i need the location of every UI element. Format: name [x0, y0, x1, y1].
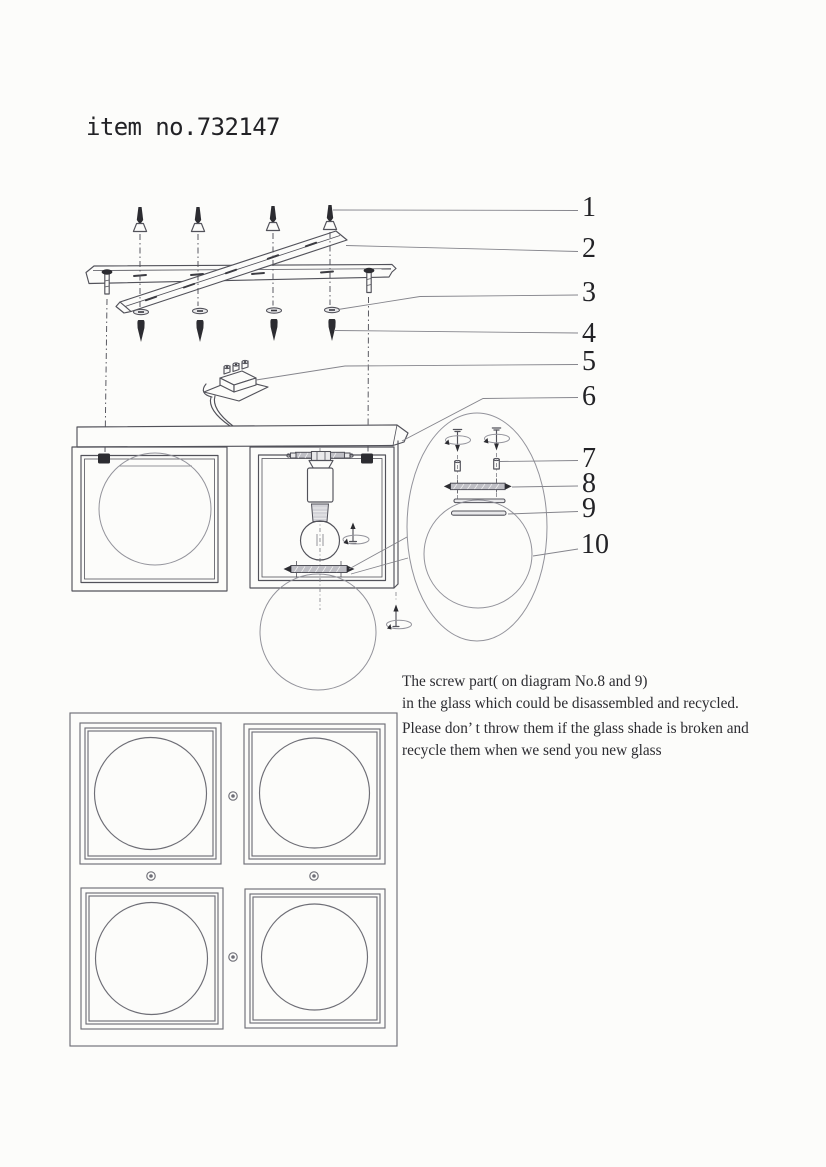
- lamp-socket: [308, 468, 334, 502]
- screw-rotation-icon-lower: [387, 592, 412, 630]
- part-number-2: 2: [582, 233, 596, 264]
- glass-screw-icons: [445, 428, 510, 452]
- part-number-8: 8: [582, 468, 596, 499]
- part-number-3: 3: [582, 277, 596, 308]
- leader-lines: [256, 210, 578, 556]
- mounting-nut-left: [98, 454, 110, 464]
- bottom-shade-bottom-left: [81, 888, 223, 1029]
- part-number-7: 7: [582, 443, 596, 474]
- part-number-1: 1: [582, 192, 596, 223]
- washer-icons: [134, 307, 340, 314]
- terminal-block: [203, 360, 268, 426]
- note-line-1: The screw part( on diagram No.8 and 9): [402, 673, 648, 690]
- fixture-base-plate: [70, 713, 397, 1046]
- part-number-6: 6: [582, 381, 596, 412]
- stud-icons: [455, 458, 500, 471]
- recycling-note: [402, 671, 790, 763]
- screw-rotation-icon: [343, 523, 369, 545]
- socket-hub: [312, 452, 331, 462]
- ceiling-anchor-icons: [133, 205, 336, 232]
- socket-and-bulb: [284, 448, 370, 610]
- part-number-4: 4: [582, 318, 596, 349]
- part-number-5: 5: [582, 346, 596, 377]
- note-line-4: recycle them when we send you new glass: [402, 742, 662, 760]
- base-screws: [147, 792, 318, 961]
- part-number-10: 10: [581, 529, 609, 560]
- item-number-title: item no.732147: [86, 113, 280, 141]
- globe-crossbar: [444, 479, 512, 494]
- note-line-2: in the glass which could be disassembled and recycled.: [402, 695, 739, 713]
- part-number-9: 9: [582, 493, 596, 524]
- detail-glass-globe: [424, 500, 532, 608]
- left-shade-frame: [72, 447, 227, 591]
- mounting-nut-right: [361, 454, 373, 464]
- left-glass-globe: [99, 453, 211, 565]
- bottom-shade-top-left: [80, 723, 221, 864]
- mounting-bars-assembly: [86, 205, 396, 452]
- globe-retaining-bracket: [284, 561, 355, 578]
- expansion-plug-icons: [137, 319, 335, 342]
- note-line-3: Please don’ t throw them if the glass shade is broken and: [402, 719, 749, 737]
- glass-globe: [260, 574, 412, 690]
- bottom-shade-top-right: [244, 724, 385, 864]
- bottom-shade-bottom-right: [245, 889, 385, 1028]
- globe-neck-rings: [452, 499, 507, 515]
- canopy: [77, 425, 408, 447]
- bottom-view: [70, 713, 397, 1046]
